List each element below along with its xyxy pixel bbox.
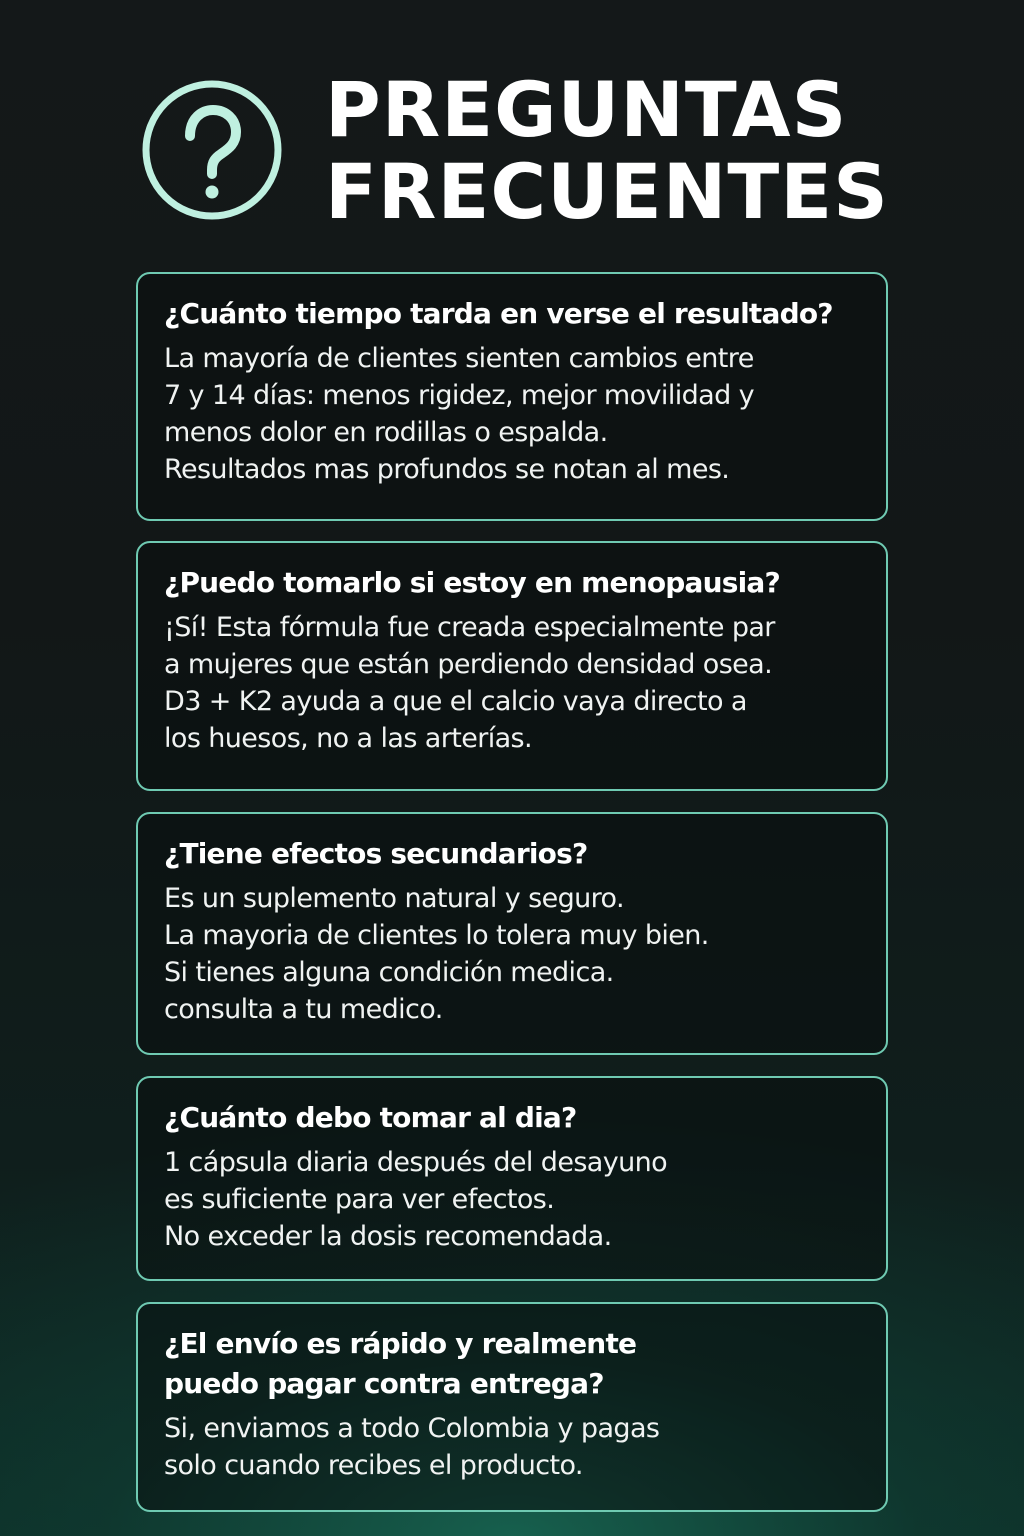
faq-header [140,66,900,236]
faq-question: ¿Tiene efectos secundarios? [164,837,588,870]
faq-answer [164,609,860,757]
faq-answer [164,1410,860,1484]
faq-question-line: puedo pagar contra entrega? [164,1367,604,1400]
faq-answer-line: es suficiente para ver efectos. [164,1184,555,1215]
faq-answer-line: D3 + K2 ayuda a que el calcio vaya directo a [164,686,747,717]
page-title-line-2: FRECUENTES [325,147,889,236]
faq-answer [164,1144,860,1255]
faq-question: ¿Puedo tomarlo si estoy en menopausia? [164,566,780,599]
faq-answer-line: La mayoria de clientes lo tolera muy bien. [164,920,709,951]
question-circle-icon [140,78,284,222]
faq-card-menopausia[interactable] [136,541,888,791]
faq-card-resultado[interactable] [136,272,888,521]
faq-answer [164,340,860,488]
faq-card-envio[interactable] [136,1302,888,1512]
faq-answer-line: 1 cápsula diaria después del desayuno [164,1147,668,1178]
faq-card-efectos-secundarios[interactable] [136,812,888,1055]
faq-question [164,1324,860,1404]
faq-card-dosis[interactable] [136,1076,888,1281]
faq-answer-line: 7 y 14 días: menos rigidez, mejor movilidad y [164,380,755,411]
faq-answer-line: a mujeres que están perdiendo densidad osea. [164,649,773,680]
faq-answer-line: Es un suplemento natural y seguro. [164,883,624,914]
faq-answer-line: los huesos, no a las arterías. [164,723,533,754]
faq-answer-line: menos dolor en rodillas o espalda. [164,417,608,448]
faq-question: ¿Cuánto tiempo tarda en verse el resultado? [164,297,833,330]
faq-question: ¿Cuánto debo tomar al dia? [164,1101,577,1134]
faq-answer-line: La mayoría de clientes sienten cambios entre [164,343,754,374]
faq-answer [164,880,860,1028]
faq-answer-line: Si, enviamos a todo Colombia y pagas [164,1413,660,1444]
page-title-line-1: PREGUNTAS [325,65,848,154]
faq-answer-line: consulta a tu medico. [164,994,443,1025]
faq-question-line: ¿El envío es rápido y realmente [164,1327,637,1360]
faq-answer-line: ¡Sí! Esta fórmula fue creada especialmente par [164,612,775,643]
faq-answer-line: solo cuando recibes el producto. [164,1450,583,1481]
faq-answer-line: Resultados mas profundos se notan al mes. [164,454,730,485]
faq-answer-line: No exceder la dosis recomendada. [164,1221,612,1252]
faq-answer-line: Si tienes alguna condición medica. [164,957,614,988]
